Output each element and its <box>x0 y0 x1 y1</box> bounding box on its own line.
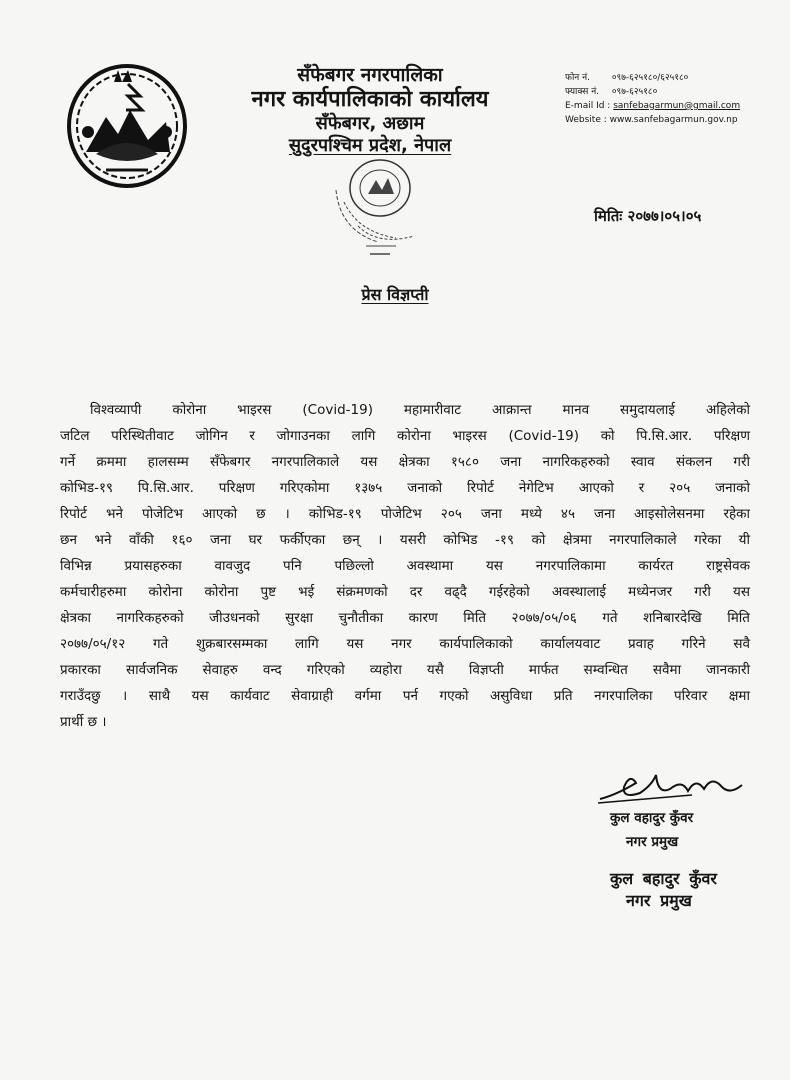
signer-name: कुल वहादुर कुँवर <box>610 810 694 826</box>
body-line: गर्ने क्रममा हालसम्म सँफेबगर नगरपालिकाले यस क्षेत्रका १५८० जना नागरिकहरुको स्वाव संकलन गरी <box>60 454 750 470</box>
office-location: सँफेबगर, अछाम <box>315 113 425 135</box>
body-line: रिपोर्ट भने पोजेटिभ आएको छ । कोभिड-१९ पोजेटिभ २०५ जना मध्ये ४५ जना आइसोलेसनमा रहेका <box>60 506 750 522</box>
letterhead <box>200 64 540 156</box>
email-row <box>565 100 780 114</box>
office-seal-stamp-icon <box>318 150 438 262</box>
press-release-title: प्रेस विज्ञप्ती <box>361 285 429 304</box>
body-line: क्षेत्रका नागरिकहरुको जीउधनको सुरक्षा चुनौतीका कारण मिति २०७७/०५/०६ गते शनिबारदेखि मिति <box>60 610 750 626</box>
body-line: २०७७/०५/१२ गते शुक्रबारसम्मका लागि यस नगर कार्यपालिकाको कार्यालयवाट प्रवाह गरिने सवै <box>60 636 750 652</box>
phone-row <box>565 72 780 86</box>
stamp-signer-title: नगर प्रमुख <box>626 891 692 910</box>
body-line: कर्मचारीहरुमा कोरोना कोरोना पुष्ट भई संक्रमणको दर वढ्दै गईरहेको अवस्थालाई मध्येनजर गरी यस <box>60 584 750 600</box>
fax-label: फ्याक्स नं. <box>565 86 600 97</box>
signer-block <box>610 806 693 854</box>
press-release-body <box>60 397 750 735</box>
body-line: प्रकारका सार्वजनिक सेवाहरु वन्द गरिएको व्यहोरा यसै विज्ञप्ती मार्फत सम्वन्धित सवैमा जानकारी <box>60 662 750 678</box>
body-line: विश्वव्यापी कोरोना भाइरस (Covid-19) महामारीवाट आक्रान्त मानव समुदायलाई अहिलेको <box>90 402 750 418</box>
signer-stamp <box>610 868 717 912</box>
handwritten-signature-icon <box>596 765 746 807</box>
province-country: सुदुरपश्चिम प्रदेश, नेपाल <box>288 134 452 156</box>
body-line: कोभिड-१९ पि.सि.आर. परिक्षण गरिएकोमा १३७५ जनाको रिपोर्ट नेगेटिभ आएको र २०५ जनाको <box>60 480 750 496</box>
stamp-signer-name: कुल बहादुर कुँवर <box>610 869 717 888</box>
phone-value: ०९७-६२५१८०/६२५१८० <box>611 73 689 83</box>
website-link[interactable]: www.sanfebagarmun.gov.np <box>609 114 738 125</box>
letter-date: मितिः २०७७।०५।०५ <box>594 207 702 225</box>
signer-title: नगर प्रमुख <box>626 834 679 850</box>
website-label: Website : <box>565 114 607 125</box>
body-line: प्रार्थी छ । <box>60 714 107 730</box>
email-label: E-mail Id : <box>565 100 611 111</box>
body-line: छन भने वाँकी १६० जना घर फर्कीएका छन् । यसरी कोभिड -१९ को क्षेत्रमा नगरपालिकाले गरेका यी <box>60 532 750 548</box>
body-line: विभिन्न प्रयासहरुका वावजुद पनि पछिल्लो अवस्थामा यस नगरपालिकामा कार्यरत राष्ट्रसेवक <box>60 558 750 574</box>
email-link[interactable]: sanfebagarmun@gmail.com <box>613 100 741 111</box>
municipality-name: सँफेबगर नगरपालिका <box>297 64 443 86</box>
contact-info <box>565 72 780 128</box>
fax-value: ०९७-६२५१८० <box>611 86 658 97</box>
fax-row <box>565 86 780 100</box>
body-line: जटिल परिस्थितीवाट जोगिन र जोगाउनका लागि कोरोना भाइरस (Covid-19) को पि.सि.आर. परिक्षण <box>60 428 750 444</box>
body-line: गराउँदछु । साथै यस कार्यवाट सेवाग्राही वर्गमा पर्न गएको असुविधा प्रति नगरपालिका परिवार क्षमा <box>60 688 750 704</box>
nepal-government-emblem-icon <box>66 62 188 190</box>
office-name: नगर कार्यपालिकाको कार्यालय <box>251 86 489 112</box>
website-row <box>565 114 780 128</box>
phone-label: फोन नं. <box>565 73 590 83</box>
